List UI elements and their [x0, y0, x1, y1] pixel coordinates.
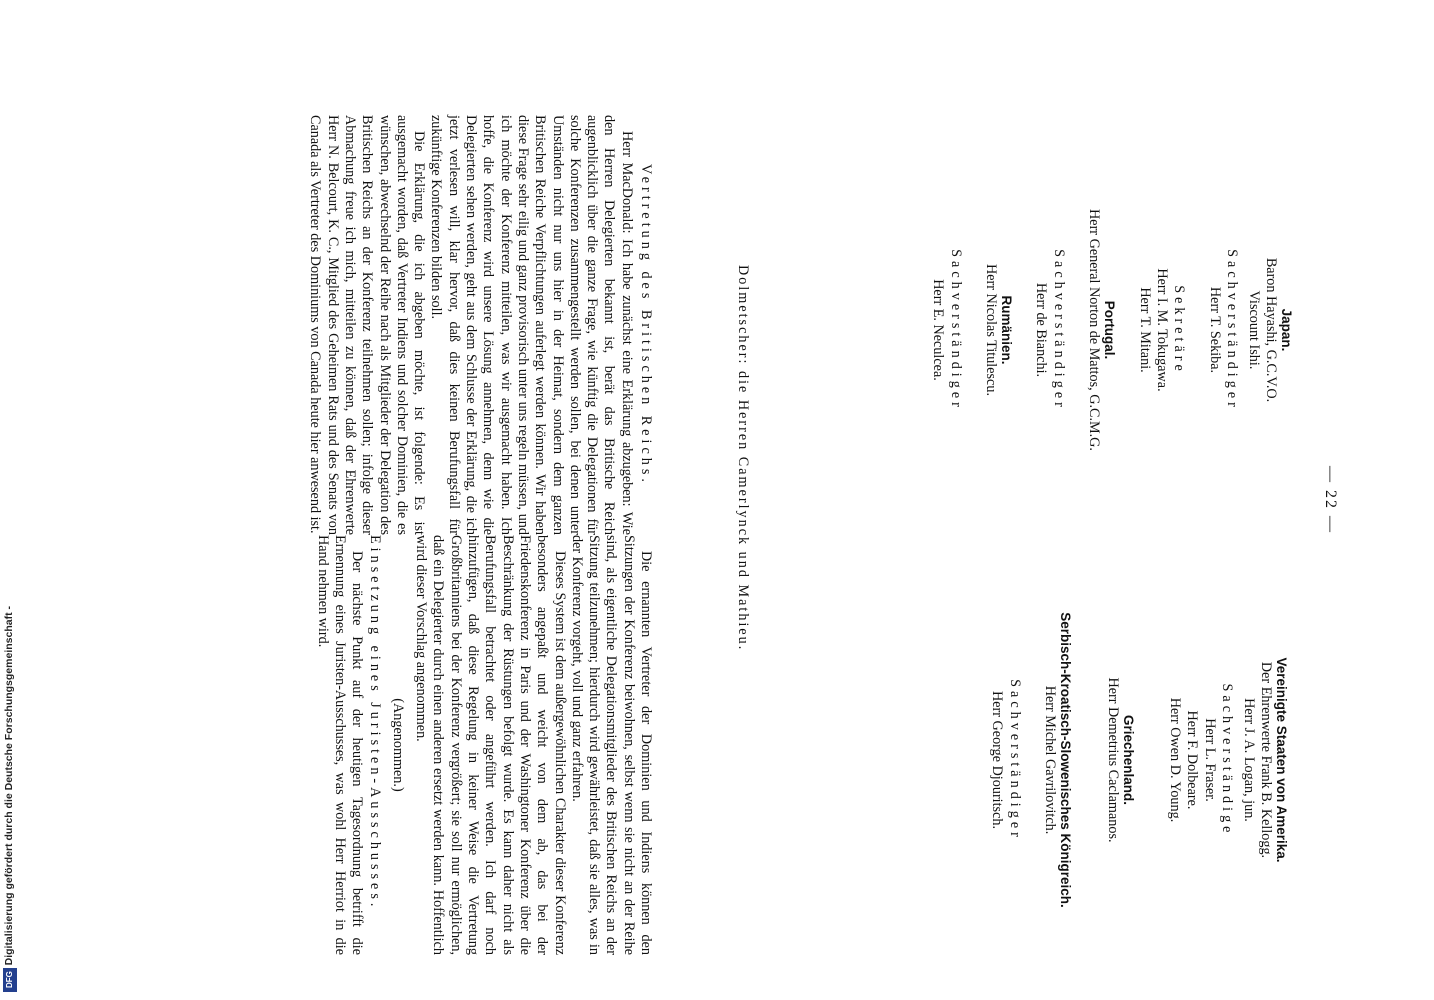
usa-expert-1: Herr L. Fraser.	[1201, 718, 1218, 802]
japan-heading: Japan.	[1279, 308, 1294, 352]
right-text	[313, 535, 654, 955]
usa-expert-3: Herr Owen D. Young.	[1166, 697, 1183, 823]
romania-expert: Herr E. Neculcea.	[930, 279, 947, 381]
usa-delegate-2: Herr J. A. Logan, jun.	[1240, 698, 1257, 822]
page-number: — 22 —	[1322, 466, 1339, 534]
right-paragraph-3: Der nächste Punkt auf der heutigen Tagesordnung betrifft die Ernennung eines Juristen-Ausschusses, was wohl Herr Herriot in die Hand nehmen wird.	[314, 535, 366, 955]
romania-expert-label: Sachverständiger	[947, 249, 964, 411]
left-paragraph-1: Herr MacDonald: Ich habe zunächst eine Erklärung abzugeben: Wie den Herren Delegierten bekannt ist, berät das Britische Reich augenblicklich über die ganze Frage, wie künftig die Delegationen für solche Konferenzen zusammengestellt werden sollen, bei denen unter Umständen nicht nur uns hier in der Heimat, sondern dem ganzen Britischen Reiche Verpflichtungen auferlegt werden können. Wir haben diese Frage sehr eilig und ganz provisorisch unter uns regeln müssen, und ich möchte der Konferenz mitteilen, was wir ausgemacht haben. Ich hoffe, die Konferenz wird unsere Lösung annehmen, denn wie die Delegierten sehen werden, geht aus dem Schlusse der Erklärung, die ich jetzt verlesen will, klar hervor, daß dies keinen Berufungsfall für zukünftige Konferenzen bilden soll.	[428, 115, 635, 535]
greece-delegate: Herr Demetrius Caclamanos.	[1104, 677, 1121, 843]
portugal-heading: Portugal.	[1102, 300, 1118, 360]
japan-secretary-1: Herr I. M. Tokugawa.	[1153, 268, 1170, 392]
japan-expert-label: Sachverständiger	[1224, 249, 1241, 411]
dfg-logo: DFG	[3, 968, 17, 992]
greece-heading: Griechenland.	[1120, 714, 1136, 806]
interpreters-line: Dolmetscher: die Herren Camerlynck und Mathieu.	[735, 265, 751, 652]
romania-heading: Rumänien.	[998, 295, 1014, 365]
left-paragraph-2: Die Erklärung, die ich abgeben möchte, ist folgende: Es ist ausgemacht worden, daß Vertreter Indiens und solcher Dominien, die es wünschen, abwechselnd der Reihe nach als Mitglieder der Delegation des Britischen Reichs an der Konferenz teilnehmen sollen; infolge dieser Abmachung freue ich mich, mitteilen zu können, daß der Ehrenwerte Herr N. Belcourt, K. C., Mitglied des Geheimen Rats und des Senats von Canada als Vertreter des Dominiums von Canada heute hier anwesend ist.	[307, 115, 428, 535]
portugal-expert-label: Sachverständiger	[1050, 249, 1067, 411]
jurist-section-heading: Einsetzung eines Juristen-Ausschusses.	[366, 535, 383, 911]
accepted-note: (Angenommen.)	[389, 698, 406, 792]
japan-delegate-2: Viscount Ishi.	[1245, 290, 1262, 370]
roster-right-visible	[988, 585, 1289, 935]
japan-secretary-2: Herr T. Mitani.	[1136, 287, 1153, 373]
usa-heading: Vereinigte Staaten von Amerika.	[1274, 657, 1289, 863]
portugal-expert: Herr de Bianchi.	[1033, 282, 1050, 378]
british-section-heading: Vertretung des Britischen Reichs.	[638, 164, 654, 486]
left-text	[306, 115, 654, 535]
right-paragraph-2: Dieses System ist dem außergewöhnlichen Charakter dieser Konferenz besonders angepaßt und weicht von dem ab, das bei der Friedenskonferenz in Paris und der Washingtoner Konferenz über die Beschränkung der Rüstungen befolgt wurde. Es kann daher nicht als Berufungsfall betrachtet oder angeführt werden. Ich darf noch hinzufügen, daß diese Regelung in keiner Weise die Vertretung Großbritanniens bei der Konferenz vergrößert; sie soll nur ermöglichen, daß ein Delegierter durch einen anderen ersetzt werden kann. Hoffentlich wird dieser Vorschlag angenommen.	[413, 535, 568, 955]
serbia-expert-label: Sachverständiger	[1006, 679, 1023, 841]
usa-expert-2: Herr F. Dolbeare.	[1184, 710, 1201, 810]
serbia-heading: Serbisch-Kroatisch-Slowenisches Königreich.	[1058, 612, 1074, 908]
usa-delegate-1: Der Ehrenwerte Frank B. Kellogg.	[1258, 661, 1274, 859]
portugal-delegate: Herr General Norton de Mattos, G.C.M.G.	[1086, 209, 1103, 451]
japan-delegate-1: Baron Hayashi, G.C.V.O.	[1263, 257, 1279, 403]
japan-secretary-label: Sekretäre	[1171, 285, 1188, 375]
funding-credit-text: Digitalisierung gefördert durch die Deutsche Forschungsgemeinschaft -	[3, 606, 15, 966]
romania-delegate: Herr Nicolas Titulescu.	[982, 263, 999, 396]
serbia-expert: Herr George Djouritsch.	[989, 690, 1006, 830]
usa-expert-label: Sachverständige	[1219, 683, 1236, 837]
serbia-delegate: Herr Michel Gavrilovitch.	[1042, 685, 1059, 835]
right-paragraph-1: Die ernannten Vertreter der Dominien und Indiens können den Sitzungen der Konferenz beiwohnen, selbst wenn sie nicht an der Reihe sind, als eigentliche Delegationsmitglieder des Britischen Reichs an der Sitzung teilzunehmen; hierdurch wird gewährleistet, daß sie alles, was in der Konferenz vorgeht, voll und ganz erfahren.	[568, 535, 654, 955]
japan-expert: Herr T. Sekiba.	[1206, 286, 1223, 374]
